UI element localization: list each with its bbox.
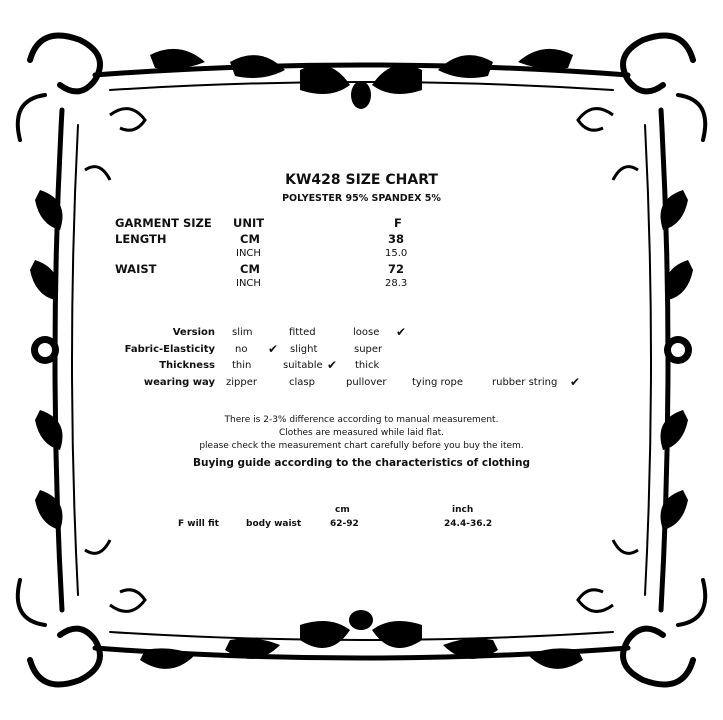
- version-option-fitted: fitted: [289, 327, 316, 338]
- wearing-option-rubber-string: rubber string: [492, 377, 558, 388]
- length-unit-inch: INCH: [236, 248, 261, 259]
- wearing-option-pullover: pullover: [346, 377, 387, 388]
- header-unit: UNIT: [233, 216, 265, 230]
- waist-unit-inch: INCH: [236, 278, 261, 289]
- header-garment-size: GARMENT SIZE: [115, 216, 212, 230]
- elasticity-option-super: super: [354, 344, 383, 355]
- length-value-inch: 15.0: [385, 248, 408, 259]
- fit-inch-range: 24.4-36.2: [444, 519, 493, 529]
- fit-col-inch: inch: [452, 505, 474, 515]
- wearing-option-tying-rope: tying rope: [412, 377, 463, 388]
- elasticity-check-icon: ✔: [268, 342, 279, 356]
- waist-value-cm: 72: [388, 262, 405, 276]
- buying-guide-title: Buying guide according to the characteristics of clothing: [192, 457, 531, 469]
- wearing-option-zipper: zipper: [226, 377, 257, 388]
- fit-row-label: F will fit: [178, 519, 219, 529]
- elasticity-option-slight: slight: [290, 344, 318, 355]
- thickness-option-thin: thin: [232, 360, 252, 371]
- waist-unit-cm: CM: [240, 262, 260, 276]
- header-size-f: F: [394, 216, 402, 230]
- fit-cm-range: 62-92: [330, 519, 359, 529]
- attr-label-thickness: Thickness: [159, 360, 215, 371]
- fit-measure-body-waist: body waist: [246, 519, 302, 529]
- row-label-length: LENGTH: [115, 232, 167, 246]
- note-measurement-difference: There is 2-3% difference according to manual measurement.: [224, 415, 499, 425]
- row-label-waist: WAIST: [115, 262, 157, 276]
- wearing-check-icon: ✔: [570, 375, 581, 389]
- thickness-option-thick: thick: [355, 360, 380, 371]
- attr-label-version: Version: [172, 327, 215, 338]
- version-option-loose: loose: [353, 327, 380, 338]
- note-check-chart: please check the measurement chart carefully before you buy the item.: [199, 441, 524, 451]
- attr-label-wearing-way: wearing way: [143, 377, 215, 388]
- version-check-icon: ✔: [396, 325, 407, 339]
- chart-title: KW428 SIZE CHART: [285, 172, 438, 188]
- length-unit-cm: CM: [240, 232, 260, 246]
- thickness-option-suitable: suitable: [283, 360, 323, 371]
- attr-label-elasticity: Fabric-Elasticity: [124, 344, 215, 355]
- wearing-option-clasp: clasp: [289, 377, 315, 388]
- thickness-check-icon: ✔: [327, 358, 338, 372]
- fabric-composition: POLYESTER 95% SPANDEX 5%: [282, 193, 441, 204]
- elasticity-option-no: no: [235, 344, 248, 355]
- waist-value-inch: 28.3: [385, 278, 408, 289]
- version-option-slim: slim: [232, 327, 253, 338]
- note-laid-flat: Clothes are measured while laid flat.: [279, 428, 444, 438]
- length-value-cm: 38: [388, 232, 405, 246]
- fit-col-cm: cm: [335, 505, 350, 515]
